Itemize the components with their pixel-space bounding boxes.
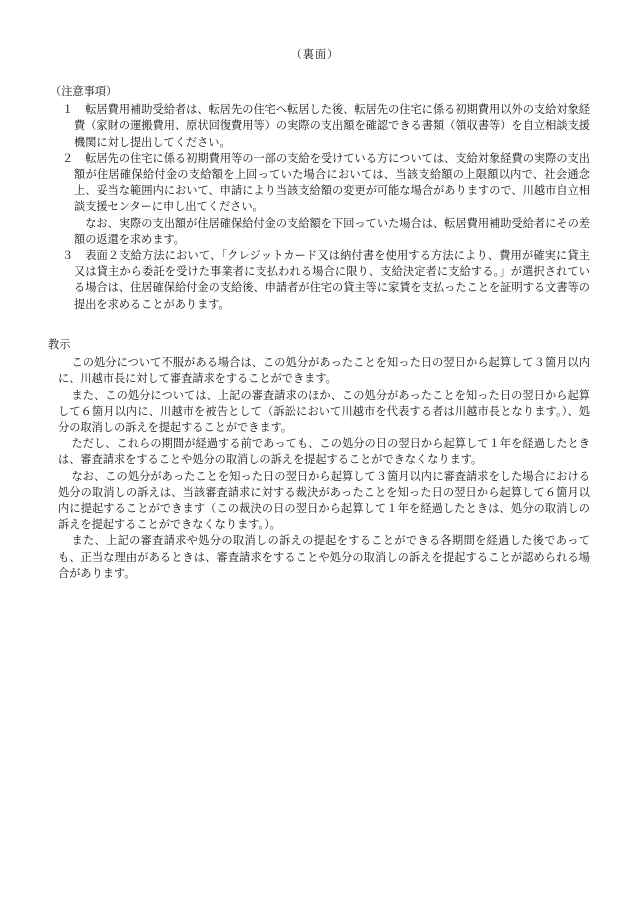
notes-section [50,84,590,313]
note-number: ３ [62,249,74,263]
note-subtext: なお、実際の支出額が住居確保給付金の支給額を下回っていた場合は、転居費用補助受給者にその差額の返還を求めます。 [74,216,590,246]
kyoji-paragraph: ただし、これらの期間が経過する前であっても、この処分の日の翌日から起算して１年を経過したときは、審査請求をすることや処分の取消しの訴えを提起することができなくなります。 [58,437,590,467]
note-item-3 [50,248,590,313]
note-text: 転居費用補助受給者は、転居先の住宅へ転居した後、転居先の住宅に係る初期費用以外の支給対象経費（家財の運搬費用、原状回復費用等）の実際の支出額を確認できる書類（領収書等）を自立相談支援機関に対し提出してください。 [74,103,590,149]
kyoji-paragraph: この処分について不服がある場合は、この処分があったことを知った日の翌日から起算して３箇月以内に、川越市長に対して審査請求をすることができます。 [58,356,590,386]
note-item-2 [50,151,590,248]
note-number: ２ [62,151,74,165]
note-number: １ [62,103,74,117]
note-text: 表面２支給方法において、「クレジットカード又は納付書を使用する方法により、費用が確実に貸主又は貸主から委託を受けた事業者に支払われる場合に限り、支給決定者に支給する。」が選択されている場合は、住居確保給付金の支給後、申請者が住宅の貸主等に家賃を支払ったことを証明する文書等の提出を求めることがあります。 [74,249,590,311]
notes-heading: （注意事項） [50,85,118,98]
kyoji-paragraph: また、この処分については、上記の審査請求のほか、この処分があったことを知った日の翌日から起算して６箇月以内に、川越市を被告として（訴訟において川越市を代表する者は川越市長となります。）、処分の取消しの訴えを提起することができます。 [58,388,590,435]
note-item-1 [50,102,590,151]
kyoji-section [50,337,590,582]
page-title: （裏面） [290,48,340,61]
kyoji-heading: 教示 [48,338,71,351]
kyoji-paragraph: また、上記の審査請求や処分の取消しの訴えの提起をすることができる各期間を経過した後であっても、正当な理由があるときは、審査請求をすることや処分の取消しの訴えを提起することが認められる場合があります。 [58,534,590,580]
note-text: 転居先の住宅に係る初期費用等の一部の支給を受けている方については、支給対象経費の実際の支出額が住居確保給付金の支給額を上回っていた場合においては、当該支給額の上限額以内で、社会通念上、妥当な範囲内において、申請により当該支給額の変更が可能な場合がありますので、川越市自立相談支援センターに申し出てください。 [74,151,590,214]
kyoji-paragraph: なお、この処分があったことを知った日の翌日から起算して３箇月以内に審査請求をした場合における処分の取消しの訴えは、当該審査請求に対する裁決があったことを知った日の翌日から起算して６箇月以内に提起することができます（この裁決の日の翌日から起算して１年を経過したときは、処分の取消しの訴えを提起することができなくなります。）。 [58,469,590,532]
